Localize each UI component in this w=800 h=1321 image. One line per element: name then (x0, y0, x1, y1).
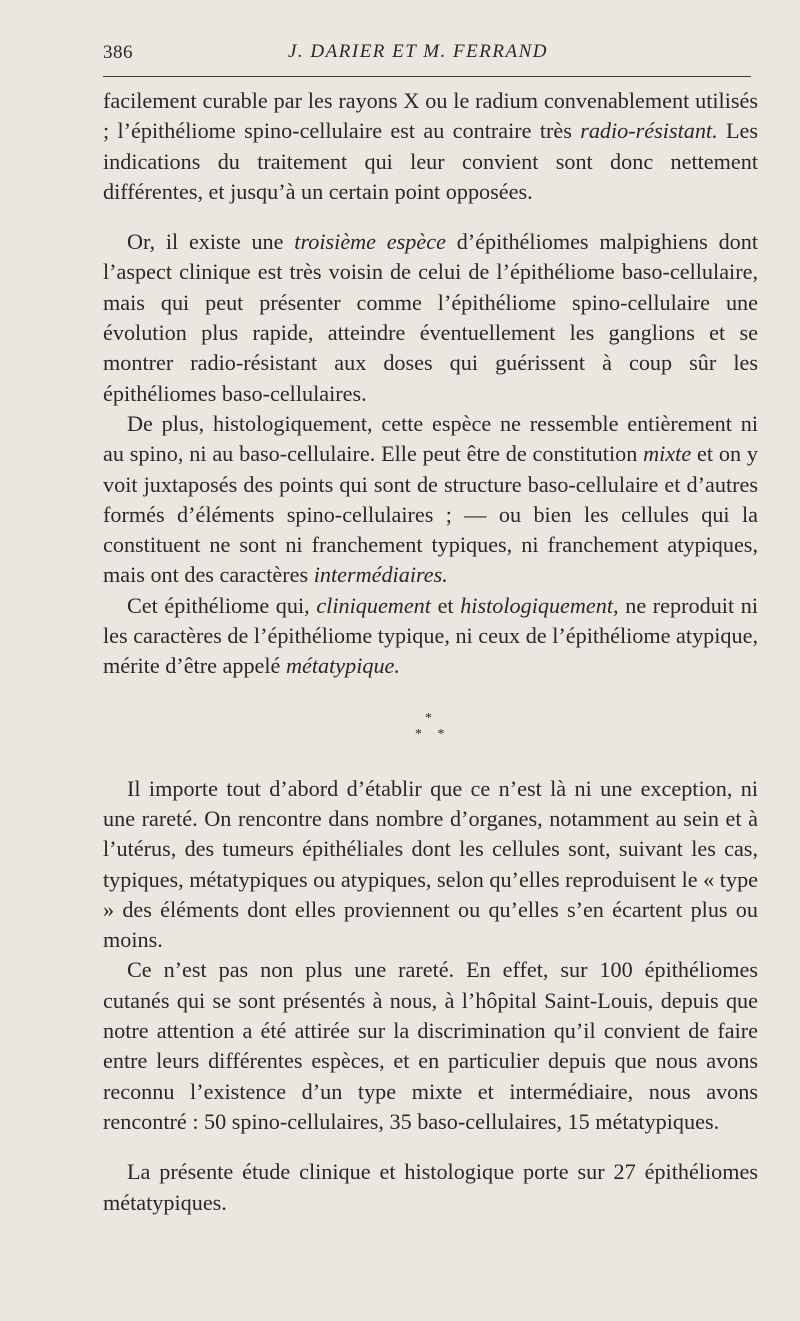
italic-segment: cliniquement (316, 592, 431, 618)
asterism-top: * (425, 710, 432, 726)
section-asterism (103, 712, 758, 748)
paragraph (103, 227, 758, 409)
paragraph (103, 1157, 758, 1218)
italic-segment: intermédiaires. (313, 562, 448, 588)
page-header (103, 38, 751, 70)
text-segment: De plus, histologiquement, cette espèce ne ressemble entièrement ni au spino, ni au baso-cellulaire. Elle peut être de constitution (103, 410, 758, 467)
text-segment: d’épithéliomes malpighiens dont l’aspect clinique est très voisin de celui de l’épithéliome baso-cellulaire, mais qui peut présenter comme l’épithéliome spino-cellulaire une évolution plus rapide, atteindre éventuellement les ganglions et se montrer radio-résistant aux doses qui guérissent à coup sûr les épithéliomes baso-cellulaires. (103, 229, 759, 406)
body-text (103, 86, 758, 1218)
text-segment: Ce n’est pas non plus une rareté. En effet, sur 100 épithéliomes cutanés qui se sont présentés à nous, à l’hôpital Saint-Louis, depuis que notre attention a été attirée sur la discrimination qu’il convient de faire entre leurs différentes espèces, et en particulier depuis que nous avons reconnu l’existence d’un type mixte et intermédiaire, nous avons rencontré : 50 spino-cellulaires, 35 baso-cellulaires, 15 métatypiques. (103, 957, 758, 1134)
italic-segment: histologiquement, (460, 592, 619, 618)
paragraph (103, 591, 758, 682)
paragraph (103, 774, 758, 956)
text-segment: Or, il existe une (127, 229, 295, 255)
text-segment: La présente étude clinique et histologique porte sur 27 épithéliomes métatypiques. (103, 1159, 758, 1215)
text-segment: Cet épithéliome qui, (127, 592, 317, 618)
asterism-bottom: * * (415, 726, 451, 742)
text-segment: Les indications du traitement qui leur convient sont donc nettement différentes, et jusqu’à un certain point opposées. (103, 118, 758, 204)
paragraph (103, 955, 758, 1137)
text-segment: et on y voit juxtaposés des points qui sont de structure baso-cellulaire et d’autres formés d’éléments spino-cellulaires ; — ou bien les cellules qui la constituent ne sont ni franchement typiques, ni franchement atypiques, mais ont des caractères (103, 441, 758, 588)
header-rule (103, 76, 751, 77)
text-segment: facilement curable par les rayons X ou le radium convenablement utilisés ; l’épithéliome spino-cellulaire est au contraire très (103, 88, 758, 144)
text-segment: ne reproduit ni les caractères de l’épithéliome typique, ni ceux de l’épithéliome atypique, mérite d’être appelé (103, 592, 758, 679)
paragraph (103, 409, 758, 591)
running-head: J. DARIER ET M. FERRAND (288, 41, 548, 62)
paragraph (103, 86, 758, 207)
text-segment: et (430, 592, 461, 618)
text-segment: Il importe tout d’abord d’établir que ce n’est là ni une exception, ni une rareté. On rencontre dans nombre d’organes, notamment au sein et à l’utérus, des tumeurs épithéliales dont les cellules sont, suivant les cas, typiques, métatypiques ou atypiques, selon qu’elles reproduisent le « type » des éléments dont elles proviennent ou qu’elles s’en écartent plus ou moins. (103, 775, 759, 953)
italic-segment: mixte (643, 441, 692, 467)
page-number: 386 (103, 42, 133, 63)
italic-segment: troisième espèce (294, 229, 446, 255)
italic-segment: métatypique. (285, 653, 400, 679)
italic-segment: radio-résistant. (580, 118, 718, 144)
